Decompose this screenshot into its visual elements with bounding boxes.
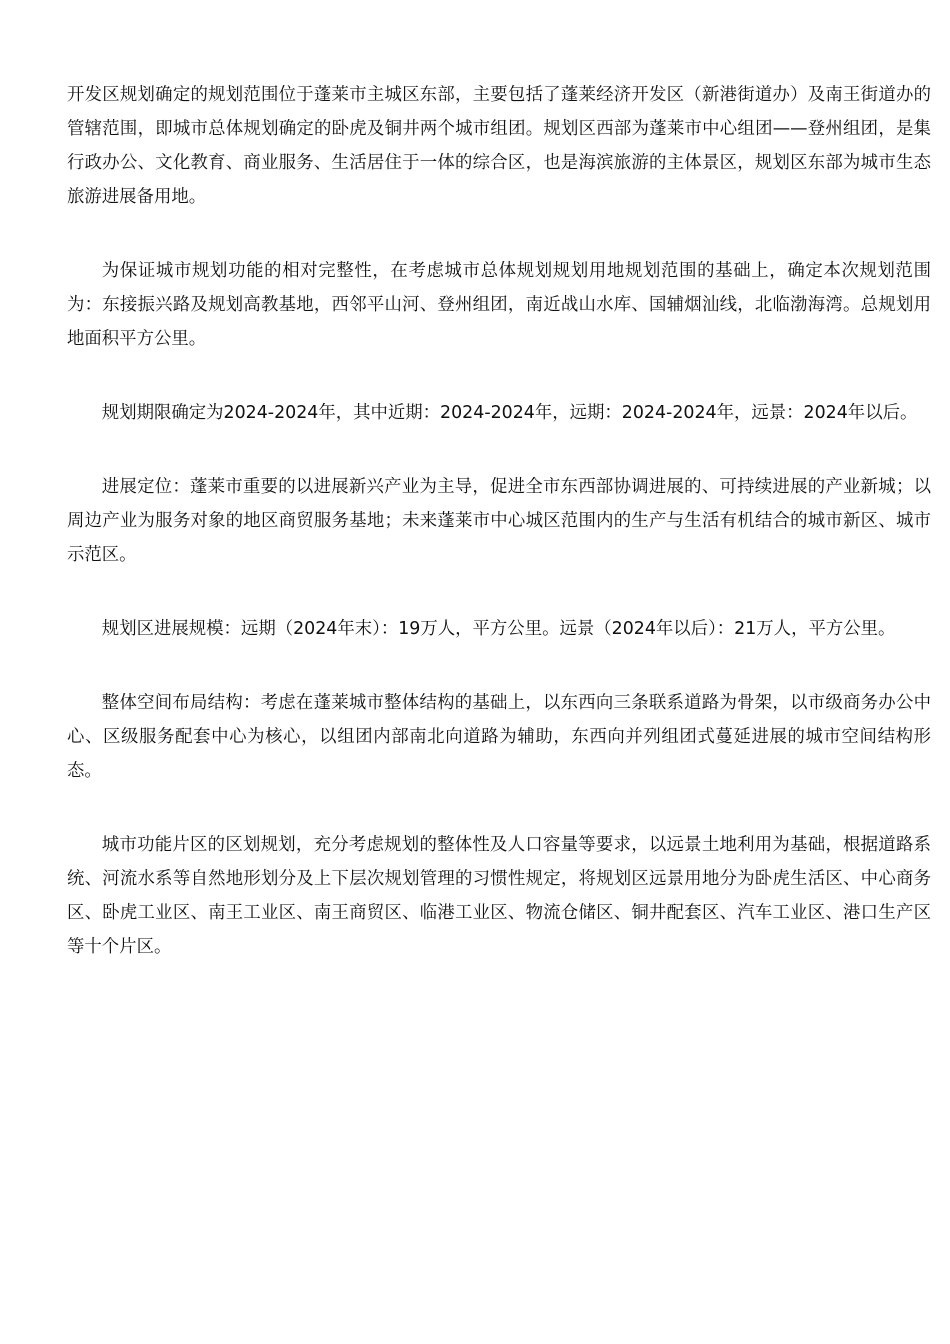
paragraph-planning-scope: 为保证城市规划功能的相对完整性，在考虑城市总体规划规划用地规划范围的基础上，确定本次规划范围为：东接振兴路及规划高教基地，西邻平山河、登州组团，南近战山水库、国辅烟汕线，北临渤海湾。总规划用地面积平方公里。 [67, 261, 931, 349]
paragraph-functional-zones: 城市功能片区的区划规划，充分考虑规划的整体性及人口容量等要求，以远景土地利用为基础，根据道路系统、河流水系等自然地形划分及上下层次规划管理的习惯性规定，将规划区远景用地分为卧虎生活区、中心商务区、卧虎工业区、南王工业区、南王商贸区、临港工业区、物流仓储区、铜井配套区、汽车工业区、港口生产区等十个片区。 [67, 835, 931, 957]
paragraph-development-scale: 规划区进展规模：远期（2024年末）：19万人，平方公里。远景（2024年以后）：21万人，平方公里。 [101, 619, 896, 639]
paragraph-planning-area: 开发区规划确定的规划范围位于蓬莱市主城区东部，主要包括了蓬莱经济开发区（新港街道办）及南王街道办的管辖范围，即城市总体规划确定的卧虎及铜井两个城市组团。规划区西部为蓬莱市中心组团——登州组团，是集行政办公、文化教育、商业服务、生活居住于一体的综合区，也是海滨旅游的主体景区，规划区东部为城市生态旅游进展备用地。 [67, 85, 931, 207]
paragraph-planning-period: 规划期限确定为2024-2024年，其中近期：2024-2024年，远期：2024-2024年，远景：2024年以后。 [101, 403, 918, 423]
paragraph-spatial-structure: 整体空间布局结构：考虑在蓬莱城市整体结构的基础上，以东西向三条联系道路为骨架，以市级商务办公中心、区级服务配套中心为核心，以组团内部南北向道路为辅助，东西向并列组团式蔓延进展的城市空间结构形态。 [67, 693, 931, 781]
document-body [67, 78, 931, 1004]
paragraph-development-positioning: 进展定位：蓬莱市重要的以进展新兴产业为主导，促进全市东西部协调进展的、可持续进展的产业新城；以周边产业为服务对象的地区商贸服务基地；未来蓬莱市中心城区范围内的生产与生活有机结合的城市新区、城市示范区。 [67, 477, 931, 565]
